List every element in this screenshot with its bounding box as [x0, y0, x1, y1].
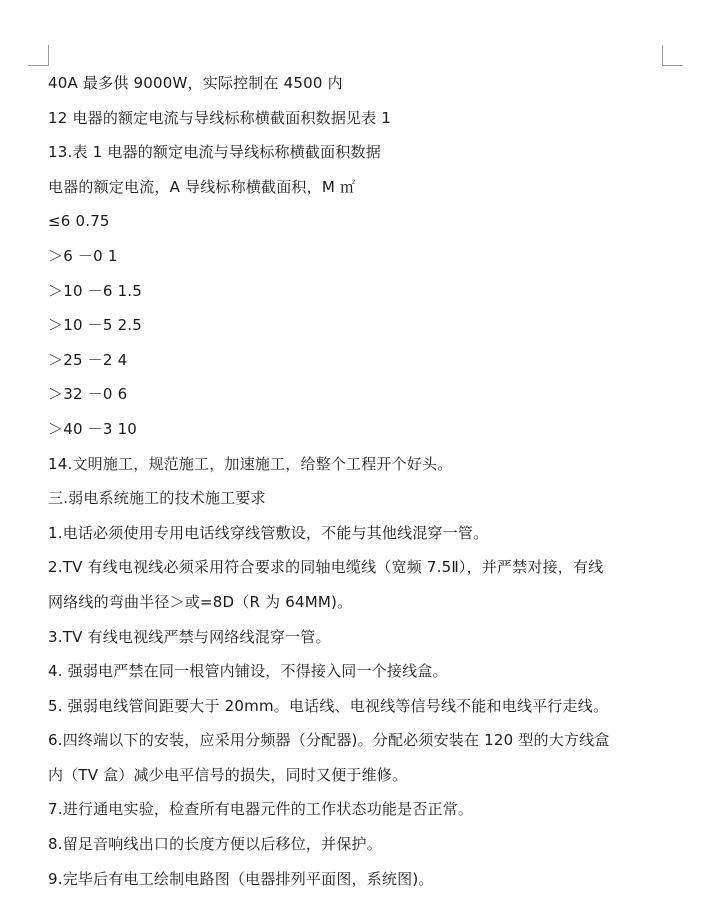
- text-line: 5. 强弱电线管间距要大于 20mm。电话线、电视线等信号线不能和电线平行走线。: [48, 696, 609, 715]
- text-line: ≤6 0.75: [48, 212, 110, 231]
- text-line: 4. 强弱电严禁在同一根管内铺设，不得接入同一个接线盒。: [48, 662, 448, 681]
- text-line: 8.留足音响线出口的长度方便以后移位，并保护。: [48, 835, 382, 854]
- text-line: 13.表 1 电器的额定电流与导线标称横截面积数据: [48, 143, 381, 162]
- text-line: 12 电器的额定电流与导线标称横截面积数据见表 1: [48, 108, 392, 127]
- text-line: 三.弱电系统施工的技术施工要求: [48, 489, 266, 508]
- text-line: 2.TV 有线电视线必须采用符合要求的同轴电缆线（宽频 7.5Ⅱ），并严禁对接，有线: [48, 558, 604, 577]
- text-line: 40A 最多供 9000W，实际控制在 4500 内: [48, 74, 343, 92]
- text-line: ＞25 －2 4: [48, 350, 128, 369]
- text-line: 电器的额定电流，A 导线标称横截面积，M ㎡: [48, 177, 356, 196]
- text-line: ＞10 －6 1.5: [48, 281, 143, 300]
- text-line: 1.电话必须使用专用电话线穿线管敷设，不能与其他线混穿一管。: [48, 523, 489, 542]
- text-line: 9.完毕后有电工绘制电路图（电器排列平面图，系统图)。: [48, 869, 434, 888]
- text-line: ＞6 －0 1: [48, 246, 118, 265]
- document-body: [48, 66, 688, 896]
- crop-mark-top-left: [28, 45, 49, 66]
- text-line: ＞32 －0 6: [48, 385, 128, 404]
- text-line: 3.TV 有线电视线严禁与网络线混穿一管。: [48, 627, 331, 646]
- crop-mark-top-right: [662, 45, 683, 66]
- text-line: 7.进行通电实验，检查所有电器元件的工作状态功能是否正常。: [48, 800, 474, 819]
- text-line: ＞40 －3 10: [48, 419, 138, 438]
- text-line: 内（TV 盒）减少电平信号的损失，同时又便于维修。: [48, 765, 408, 784]
- text-line: 网络线的弯曲半径＞或=8D（R 为 64MM)。: [48, 592, 353, 611]
- text-line: 6.四终端以下的安装，应采用分频器（分配器)。分配必须安装在 120 型的大方线盒: [48, 731, 610, 750]
- text-line: 14.文明施工，规范施工，加速施工，给整个工程开个好头。: [48, 454, 453, 473]
- text-line: ＞10 －5 2.5: [48, 316, 143, 335]
